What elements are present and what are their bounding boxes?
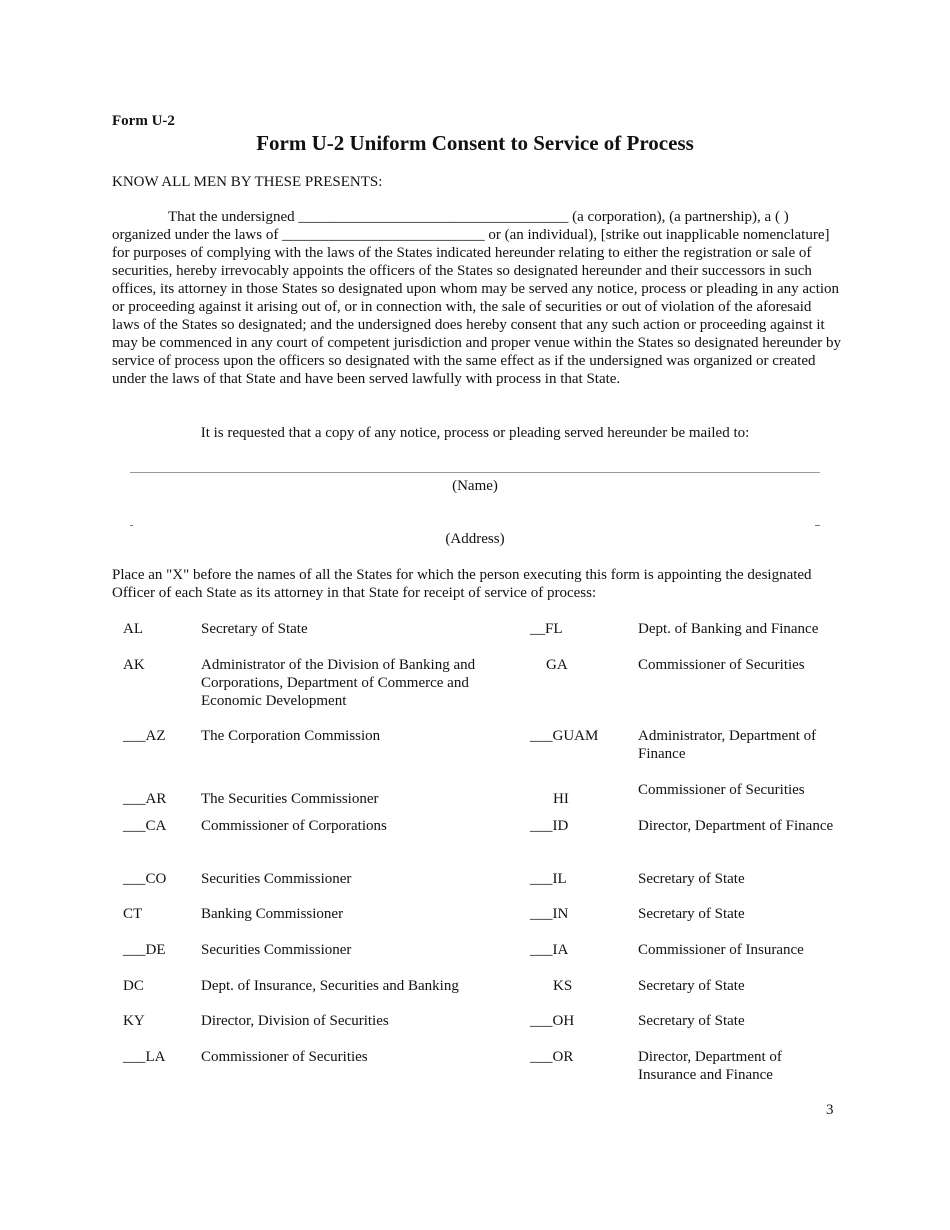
consent-body xyxy=(112,208,842,388)
state-agency-az: The Corporation Commission xyxy=(201,728,381,744)
state-agency-ct: Banking Commissioner xyxy=(201,906,344,922)
state-agency-dc: Dept. of Insurance, Securities and Banking xyxy=(201,978,459,994)
state-code-hi[interactable]: HI xyxy=(553,791,569,807)
state-agency-la: Commissioner of Securities xyxy=(201,1049,368,1065)
state-code-de[interactable]: ___DE xyxy=(123,942,166,958)
state-agency-al: Secretary of State xyxy=(201,621,308,637)
instructions-text: Place an "X" before the names of all the States for which the person executing this form is appointing the designated Officer of each State as its attorney in that State for receipt of service of process: xyxy=(112,567,812,601)
state-code-ks[interactable]: KS xyxy=(553,978,573,994)
intro-text: KNOW ALL MEN BY THESE PRESENTS: xyxy=(112,174,383,190)
state-agency-or: Director, Department of Insurance and Finance xyxy=(638,1049,782,1083)
address-caption: (Address) xyxy=(445,531,505,547)
name-line[interactable] xyxy=(130,472,820,473)
state-agency-id: Director, Department of Finance xyxy=(638,818,834,834)
page-number: 3 xyxy=(826,1102,834,1118)
state-code-oh[interactable]: ___OH xyxy=(530,1013,575,1029)
state-agency-oh: Secretary of State xyxy=(638,1013,745,1029)
mailing-request-text: It is requested that a copy of any notice, process or pleading served hereunder be mailed to: xyxy=(200,425,750,441)
state-agency-ia: Commissioner of Insurance xyxy=(638,942,804,958)
state-agency-co: Securities Commissioner xyxy=(201,871,352,887)
state-code-ar[interactable]: ___AR xyxy=(123,791,167,807)
name-caption: (Name) xyxy=(452,478,498,494)
state-code-la[interactable]: ___LA xyxy=(123,1049,166,1065)
state-code-dc[interactable]: DC xyxy=(123,978,144,994)
state-agency-il: Secretary of State xyxy=(638,871,745,887)
form-label: Form U-2 xyxy=(112,113,175,129)
state-agency-ca: Commissioner of Corporations xyxy=(201,818,387,834)
consent-paragraph: That the undersigned ____________________________________ (a corporation), (a partnership), a ( ) organized under the laws of ___________________________ or (an individual), [strike out inapplicable nomenclature] for purposes of complying with the laws of the States indicated hereunder relating to either the registration or sale of securities, hereby irrevocably appoints the officers of the States so designated hereunder and their successors in such offices, its attorney in those States so designated upon whom may be served any notice, process or pleading in any action or proceeding against it arising out of, or in connection with, the sale of securities or out of violation of the aforesaid laws of the States so designated; and the undersigned does hereby consent that any such action or proceeding against it may be commenced in any court of competent jurisdiction and proper venue within the States so designated hereunder by service of process upon the officers so designated with the same effect as if the undersigned was organized or created under the laws of that State and have been served lawfully with process in that State. xyxy=(112,209,841,387)
state-code-ky[interactable]: KY xyxy=(123,1013,145,1029)
state-code-ak[interactable]: AK xyxy=(123,657,145,673)
state-agency-in: Secretary of State xyxy=(638,906,745,922)
state-agency-fl: Dept. of Banking and Finance xyxy=(638,621,819,637)
state-agency-de: Securities Commissioner xyxy=(201,942,352,958)
page-title: Form U-2 Uniform Consent to Service of Process xyxy=(256,131,694,155)
state-code-id[interactable]: ___ID xyxy=(530,818,569,834)
state-agency-ga: Commissioner of Securities xyxy=(638,657,805,673)
state-code-il[interactable]: ___IL xyxy=(530,871,567,887)
address-line[interactable] xyxy=(130,525,820,526)
state-agency-ar: The Securities Commissioner xyxy=(201,791,379,807)
state-code-al[interactable]: AL xyxy=(123,621,143,637)
state-code-fl[interactable]: __FL xyxy=(530,621,563,637)
state-code-ca[interactable]: ___CA xyxy=(123,818,167,834)
state-code-ia[interactable]: ___IA xyxy=(530,942,569,958)
state-code-ga[interactable]: GA xyxy=(546,657,568,673)
state-code-in[interactable]: ___IN xyxy=(530,906,569,922)
state-agency-ks: Secretary of State xyxy=(638,978,745,994)
state-code-guam[interactable]: ___GUAM xyxy=(530,728,599,744)
state-agency-hi: Commissioner of Securities xyxy=(638,782,805,798)
state-code-co[interactable]: ___CO xyxy=(123,871,167,887)
state-agency-ky: Director, Division of Securities xyxy=(201,1013,389,1029)
state-code-ct[interactable]: CT xyxy=(123,906,143,922)
state-agency-ak: Administrator of the Division of Banking and Corporations, Department of Commerce and Economic Development xyxy=(201,657,476,709)
state-code-or[interactable]: ___OR xyxy=(530,1049,574,1065)
state-code-az[interactable]: ___AZ xyxy=(123,728,166,744)
state-agency-guam: Administrator, Department of Finance xyxy=(638,728,817,762)
